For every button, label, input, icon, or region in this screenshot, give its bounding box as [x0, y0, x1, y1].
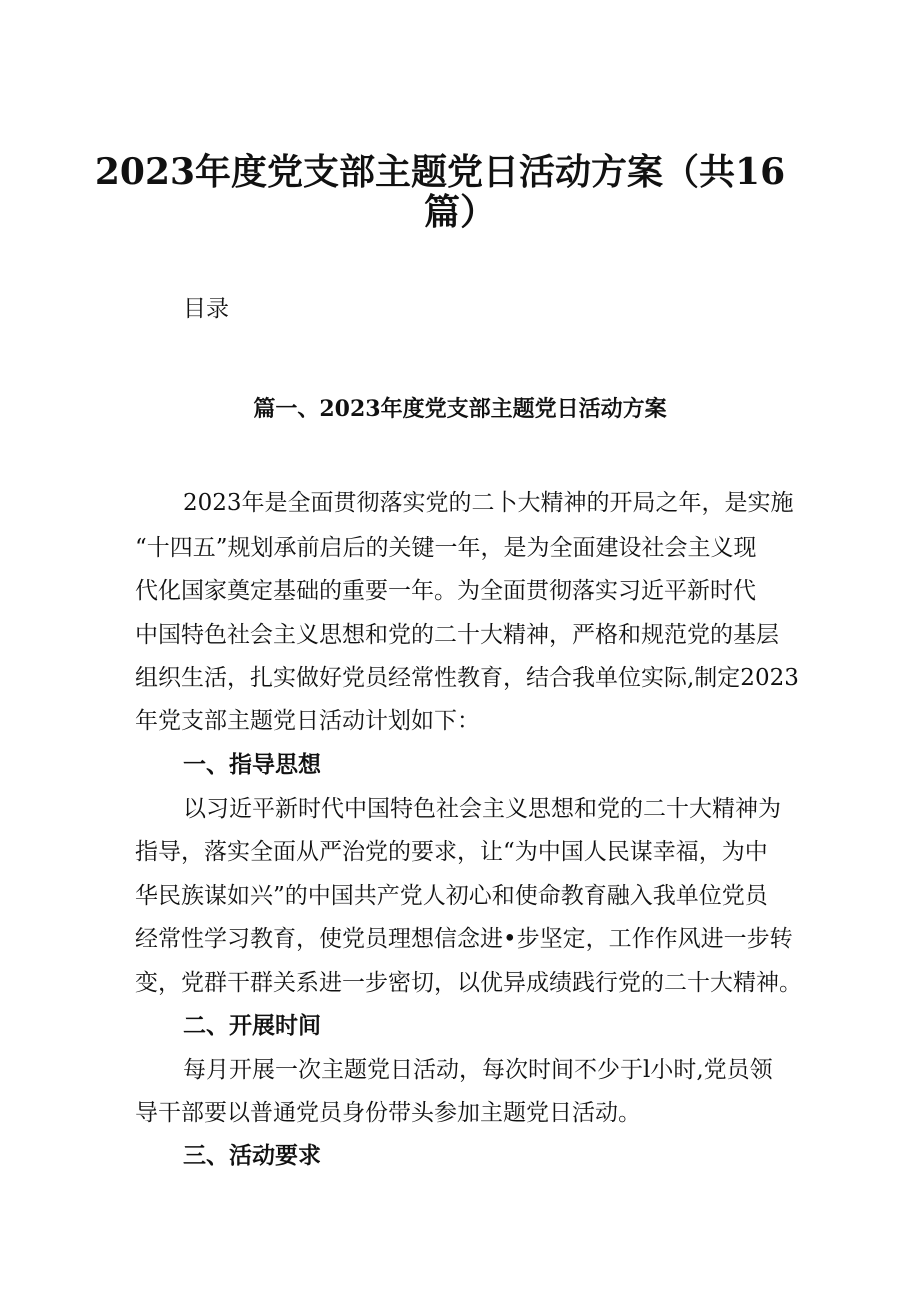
paragraph-line: 年党支部主题党日活动计划如下：	[135, 708, 480, 734]
paragraph-line: 以习近平新时代中国特色社会主义思想和党的二十大精神为	[183, 796, 781, 822]
paragraph-line: 2023年是全面贯彻落实党的二卜大精神的开局之年，是实施	[183, 490, 794, 516]
document-title-line-1: 2023年度党支部主题党日活动方案（共16	[94, 151, 786, 193]
paragraph-line: “十四五”规划承前启后的关键一年，是为全面建设社会主义现	[135, 535, 757, 561]
paragraph-line: 组织生活，扎实做好党员经常性教育，结合我单位实际,制定2023	[135, 665, 799, 691]
paragraph-line: 代化国家奠定基础的重要一年。为全面贯彻落实习近平新时代	[135, 578, 756, 604]
paragraph-line: 经常性学习教育，使党员理想信念进•步坚定，工作作风进一步转	[135, 926, 793, 952]
document-title-line-2: 篇）	[423, 191, 496, 233]
heading-requirements: 三、活动要求	[183, 1142, 321, 1169]
paragraph-line: 中国特色社会主义思想和党的二十大精神，严格和规范党的基层	[135, 622, 779, 648]
paragraph-line: 每月开展一次主题党日活动，每次时间不少于l小时,党员领	[183, 1057, 773, 1083]
section-title: 篇一、2023年度党支部主题党日活动方案	[253, 396, 667, 422]
heading-schedule: 二、开展时间	[183, 1012, 321, 1039]
table-of-contents-label: 目录	[183, 296, 229, 322]
paragraph-line: 导干部要以普通党员身份带头参加主题党日活动。	[135, 1100, 641, 1126]
paragraph-line: 变，党群干群关系进一步密切，以优异成绩践行党的二十大精神。	[135, 970, 802, 996]
paragraph-line: 指导，落实全面从严治党的要求，让“为中国人民谋幸福，为中	[135, 839, 768, 865]
paragraph-line: 华民族谋如兴”的中国共产党人初心和使命教育融入我单位党员	[135, 883, 768, 909]
heading-guiding-ideology: 一、指导思想	[183, 751, 321, 778]
